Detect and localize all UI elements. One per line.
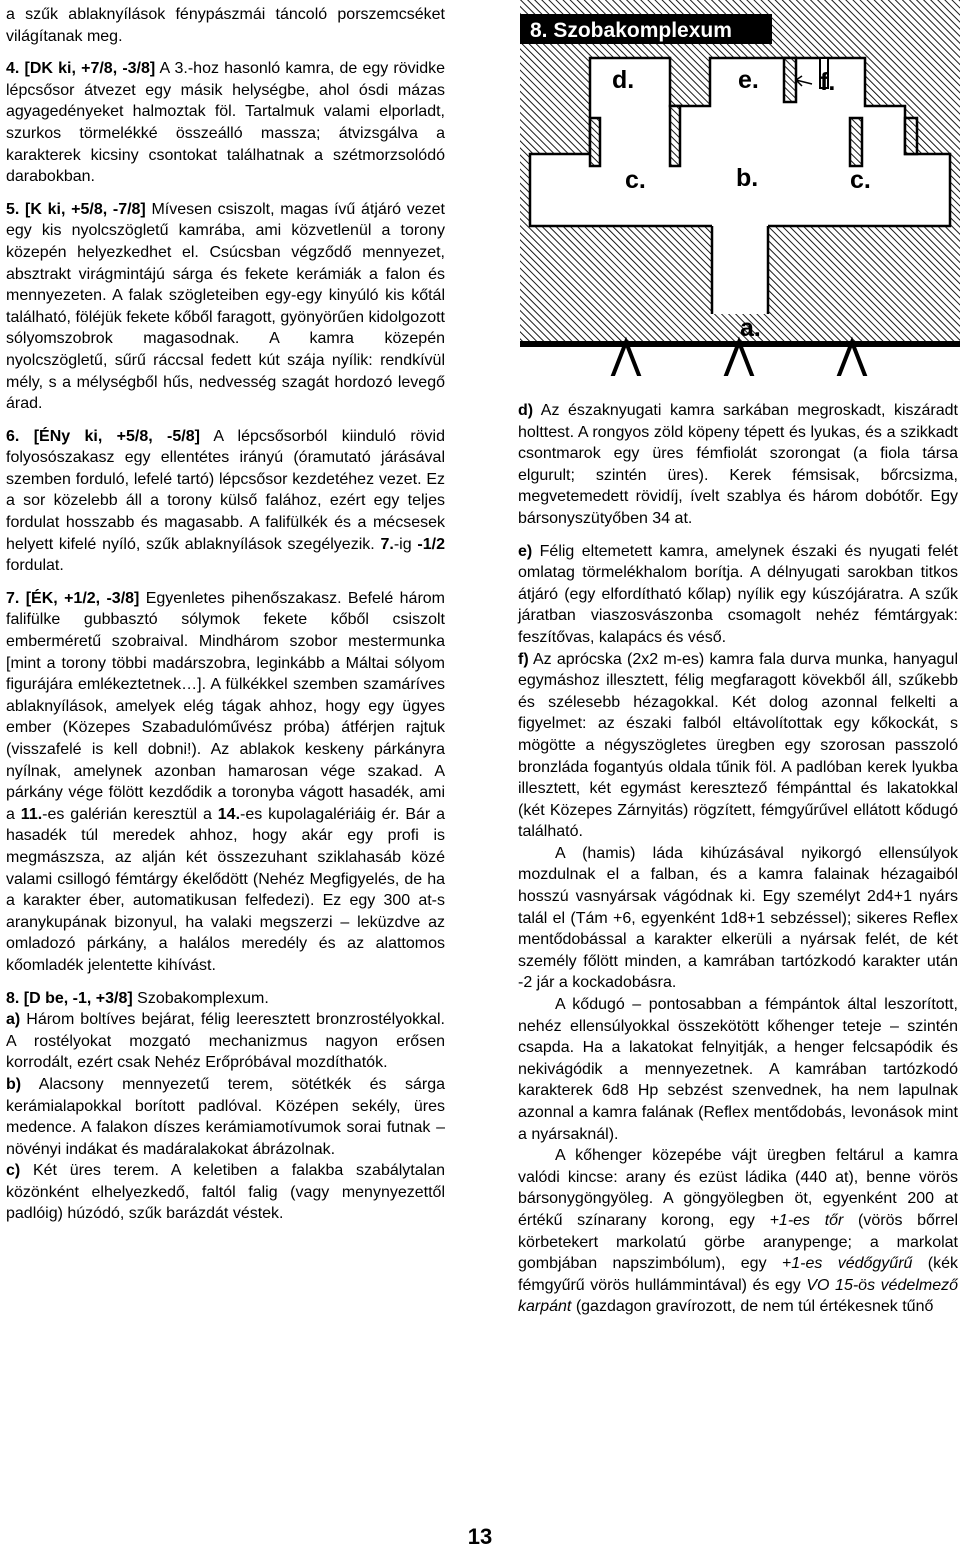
map-label-b: b. [736,164,759,192]
paragraph-trap-cylinder: A kődugó – pontosabban a fémpántok által leszorított, nehéz ellensúlyokkal összekötött kőhenger teteje – szintén csapda. Ha a lakatokat felnyitják, a henger felcsapódik és nekivágódik a mennyezetnek. A kamrában tartózkodó karakterek 6d8 Hp sebzést szenvednek, ha nem lapulnak azonnal a kamra falának (Reflex mentődobás, levonások mint a nyársaknál). [518,996,958,1143]
paragraph-room-8c: c) Két üres terem. A keletiben a falakba szabálytalan közönként elhelyezkedő, faltól falig (vagy menynyezettől padlóig) húzódó, szűk barázdát véstek. [6,1162,445,1223]
map-title: 8. Szobakomplexum [530,19,732,42]
left-column [6,4,445,1225]
paragraph-room-8e: e) Félig eltemetett kamra, amelynek északi és nyugati felét omlatag törmelékhalom borítja. A délnyugati sarokban titkos átjáró (egy elfordítható kőlap) nyílik egy kúszójáratra. A szűk járatban viaszosvászonba csomagolt nehéz fémtárgyak: feszítővas, kalapács és véső. [518,542,958,646]
corridor-a [712,224,768,314]
wall-block [590,118,600,166]
page-number: 13 [467,1524,493,1549]
room-complex-map [520,0,960,376]
paragraph-room-8f: f) Az aprócska (2x2 m-es) kamra fala durva munka, hanyagul egymáshoz illesztett, félig megfaragott kövekből áll, szűkebb és szélesebb hézagokkal. Két dolog azonnal felkelti a figyelmet: az északi falból eltávolítottak egy kőkockát, s mögötte a négyszögletes üregben egy szorosan passzoló bronzláda fogantyús oldala tűnik föl. A padlóban kerek lyukba illesztett, két egymást keresztező fémpánttal és lakatokkal (két Közepes Zárnyitás) rögzített, fémgyűrűvel ellátott kődugó található. [518,650,958,841]
room-8-heading: 8. [D be, -1, +3/8] [6,989,133,1007]
paragraph-room-6: 6. [ÉNy ki, +5/8, -5/8] A lépcsősorból kiinduló rövid folyosószakasz egy ellentétes irányú (óramutató járásával szemben forduló, lefelé tartó) lépcsősor kezdetéhez vezet. Ez a sor közelebb áll a torony külső falához, ezért egy teljes fordulat hosszabb és magasabb. A falifülkék és a mécsesek helyett kifelé nyíló, szűk ablaknyílások szegélyezik. 7.-ig -1/2 fordulat. [6,427,445,575]
wall-block [784,58,796,102]
paragraph-room-4: 4. [DK ki, +7/8, -3/8] A 3.-hoz hasonló kamra, de egy rövidke lépcsősor átvezet egy másik helységbe, ahol ósdi mázas agyagedényeket halmoztak föl. Tartalmuk valami elporladt, szurkos törmelékké összeálló massza; átvizsgálva a karakterek kicsiny csontokat találhatnak a szétmorzsolódó darabokban. [6,60,446,186]
right-column [518,400,958,1318]
map-label-e: e. [738,66,759,94]
map-label-c-left: c. [625,166,646,194]
wall-block [905,118,917,154]
room-7-heading: 7. [ÉK, +1/2, -3/8] [6,589,140,607]
map-label-a: a. [740,314,761,342]
paragraph-trap-spikes: A (hamis) láda kihúzásával nyikorgó ellensúlyok mozdulnak el a falban, és a kamra falainak hézagaiból hosszú vasnyársak vágódnak ki. Egy személyt 2d4+1 nyárs talál el (Tám +6, egyenként 1d8+1 sebzéssel); sikeres Reflex mentődobással a karakter elkerüli a nyársak felét, de két személy főlött minden, a kamrában tartózkodó karakter után -2 jár a kockadobásra. [518,844,958,992]
paragraph-room-8b: b) Alacsony mennyezetű terem, sötétkék és sárga kerámialapokkal borított padlóval. Középen sekély, üres medence. A falakon díszes kerámiamotívumok sorai futnak – növényi indákat és madáralakokat ábrázolnak. [6,1075,445,1158]
paragraph-treasure: A kőhenger közepébe vájt üregben feltárul a kamra valódi kincse: arany és ezüst ládika (440 at), benne vörös bársonygöngyöleg. A göngyölegben öt, egyenként 200 at értékű színarany korong, egy +1-es tőr (vörös bőrrel körbetekert markolatú görbe aranypenge; a markolat gombjában napszimbólum), egy +1-es védőgyűrű (kék fémgyűrű vörös hullámmintával) és egy VO 15-ös védelmező karpánt (gazdagon gravírozott, de nem túl értékesnek tűnő [518,1147,959,1316]
wall-block [670,106,680,166]
room-6-heading: 6. [ÉNy ki, +5/8, -5/8] [6,427,200,445]
map-label-f: f. [820,68,836,96]
paragraph-room-5: 5. [K ki, +5/8, -7/8] Mívesen csiszolt, magas ívű átjáró vezet egy kis nyolcszögletű kamrába, ami közvetlenül a torony közepén helyezkedhet el. Csúcsban végződő mennyezet, absztrakt virágmintájú sárga és fekete kerámiák a falon és mennyezeten. A falak szögleteiben egy-egy kinyúló kis kőtál található, föléjük fekete kőből faragott, gyönyörűen kidolgozott sólyomszobrok magasodnak. A kamra közepén nyolcszögletű, sűrű ráccsal fedett kút szája nyílik: rendkívül mély, s a mélységből hűs, nedvesség szagát hordozó levegő árad. [6,200,445,413]
wall-block [850,118,862,166]
paragraph-room-8: 8. [D be, -1, +3/8] Szobakomplexum. [6,989,269,1007]
paragraph-room-8a: a) Három boltíves bejárat, félig leeresztett bronzrostélyokkal. A rostélyokat mozgató mechanizmus nagyon erősen korrodált, ezért csak Nehéz Erőpróbával mozdíthatók. [6,1011,445,1072]
paragraph-room-7: 7. [ÉK, +1/2, -3/8] Egyenletes pihenőszakasz. Befelé három falifülke gubbasztó sólymok fekete kőből csiszolt emberméretű szobraival. Mindhárom szobor mestermunka [mint a torony többi madárszobra, leginkább a Máltai sólyom figurájára emlékeztetnek…]. A fülkékkel szemben szamáríves ablaknyílások, amelyek elég tágak ahhoz, hogy egy ügyes ember (Közepes Szabadulóművész próba) átférjen rajtuk (visszafelé is kell dobni!). Az ablakok keskeny párkányra nyílnak, amelynek azonban hamarosan vége szakad. A párkány vége fölött kezdődik a toronyba vágott hasadék, ami a 11.-es galérián keresztül a 14.-es kupolagalériáig ér. Bár a hasadék túl meredek ahhoz, hogy akár egy profi is megmászsza, az alján két összezuhant sziklahasáb közé valami csillogó fémtárgy ékelődött (Nehéz Megfigyelés, de ha a karakter éber, automatikusan felfedezi). Ez egy 300 at-s aranykupának bizonyul, ha valaki megszerzi – leküzdve az omladozó párkány, a halálos meredély és az alattomos kőomladék jelentette kihívást. [6,589,446,974]
map-label-d: d. [612,66,635,94]
paragraph-continuation: a szűk ablaknyílások fénypászmái táncoló porszemcséket világítanak meg. [6,6,445,45]
room-4-heading: 4. [DK ki, +7/8, -3/8] [6,60,156,78]
room-5-heading: 5. [K ki, +5/8, -7/8] [6,200,146,218]
paragraph-room-8d: d) Az északnyugati kamra sarkában megroskadt, kiszáradt holttest. A rongyos zöld köpeny tépett és lyukas, és a szikkadt csontmarok egy üres fémfiolát szorongat (a fiola társa elgurult; szintén üres). Kerek fémsisak, bőrcsizma, megvetemedett rövidíj, ívelt szablya és három dobótőr. Egy bársonyszütyőben 34 at. [518,402,958,527]
map-label-c-right: c. [850,166,871,194]
